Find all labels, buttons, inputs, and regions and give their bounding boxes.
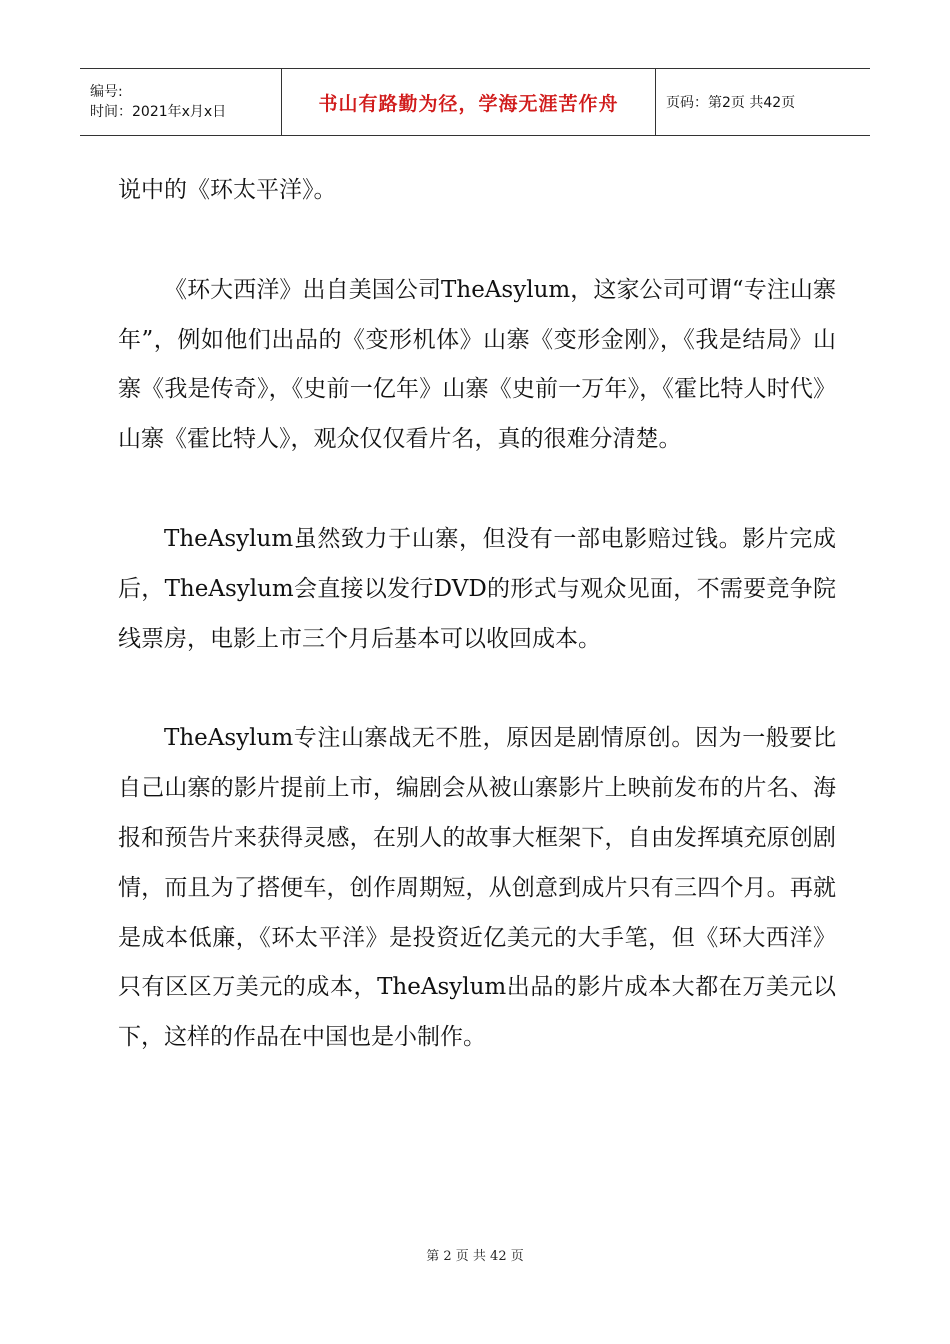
header-motto: 书山有路勤为径，学海无涯苦作舟 [318, 92, 619, 115]
paragraph: 《环大西洋》出自美国公司TheAsylum，这家公司可谓“专注山寨年”，例如他们出品的《变形机体》山寨《变形金刚》，《我是结局》山寨《我是传奇》，《史前一亿年》山寨《史前一万年》，《霍比特人时代》山寨《霍比特人》，观众仅仅看片名，真的很难分清楚。 [118, 276, 836, 453]
header-meta [80, 69, 282, 135]
paragraph: TheAsylum虽然致力于山寨，但没有一部电影赔过钱。影片完成后，TheAsylum会直接以发行DVD的形式与观众见面，不需要竞争院线票房，电影上市三个月后基本可以收回成本。 [118, 525, 836, 652]
header-page-info: 页码：第2页 共42页 [666, 95, 796, 111]
header-motto-cell [282, 69, 656, 135]
document-date: 时间：2021年x月x日 [90, 104, 227, 120]
document-number-label: 编号: [90, 84, 123, 100]
page-footer: 第 2 页 共 42 页 [426, 1249, 524, 1264]
header-page-info-cell [656, 69, 870, 135]
paragraph-continuation: 说中的《环太平洋》。 [118, 177, 337, 203]
document-body [118, 166, 836, 1113]
paragraph: TheAsylum专注山寨战无不胜，原因是剧情原创。因为一般要比自己山寨的影片提前上市，编剧会从被山寨影片上映前发布的片名、海报和预告片来获得灵感，在别人的故事大框架下，自由发挥填充原创剧情，而且为了搭便车，创作周期短，从创意到成片只有三四个月。再就是成本低廉，《环太平洋》是投资近亿美元的大手笔，但《环大西洋》只有区区万美元的成本，TheAsylum出品的影片成本大都在万美元以下，这样的作品在中国也是小制作。 [118, 725, 836, 1051]
page-header [80, 68, 870, 136]
